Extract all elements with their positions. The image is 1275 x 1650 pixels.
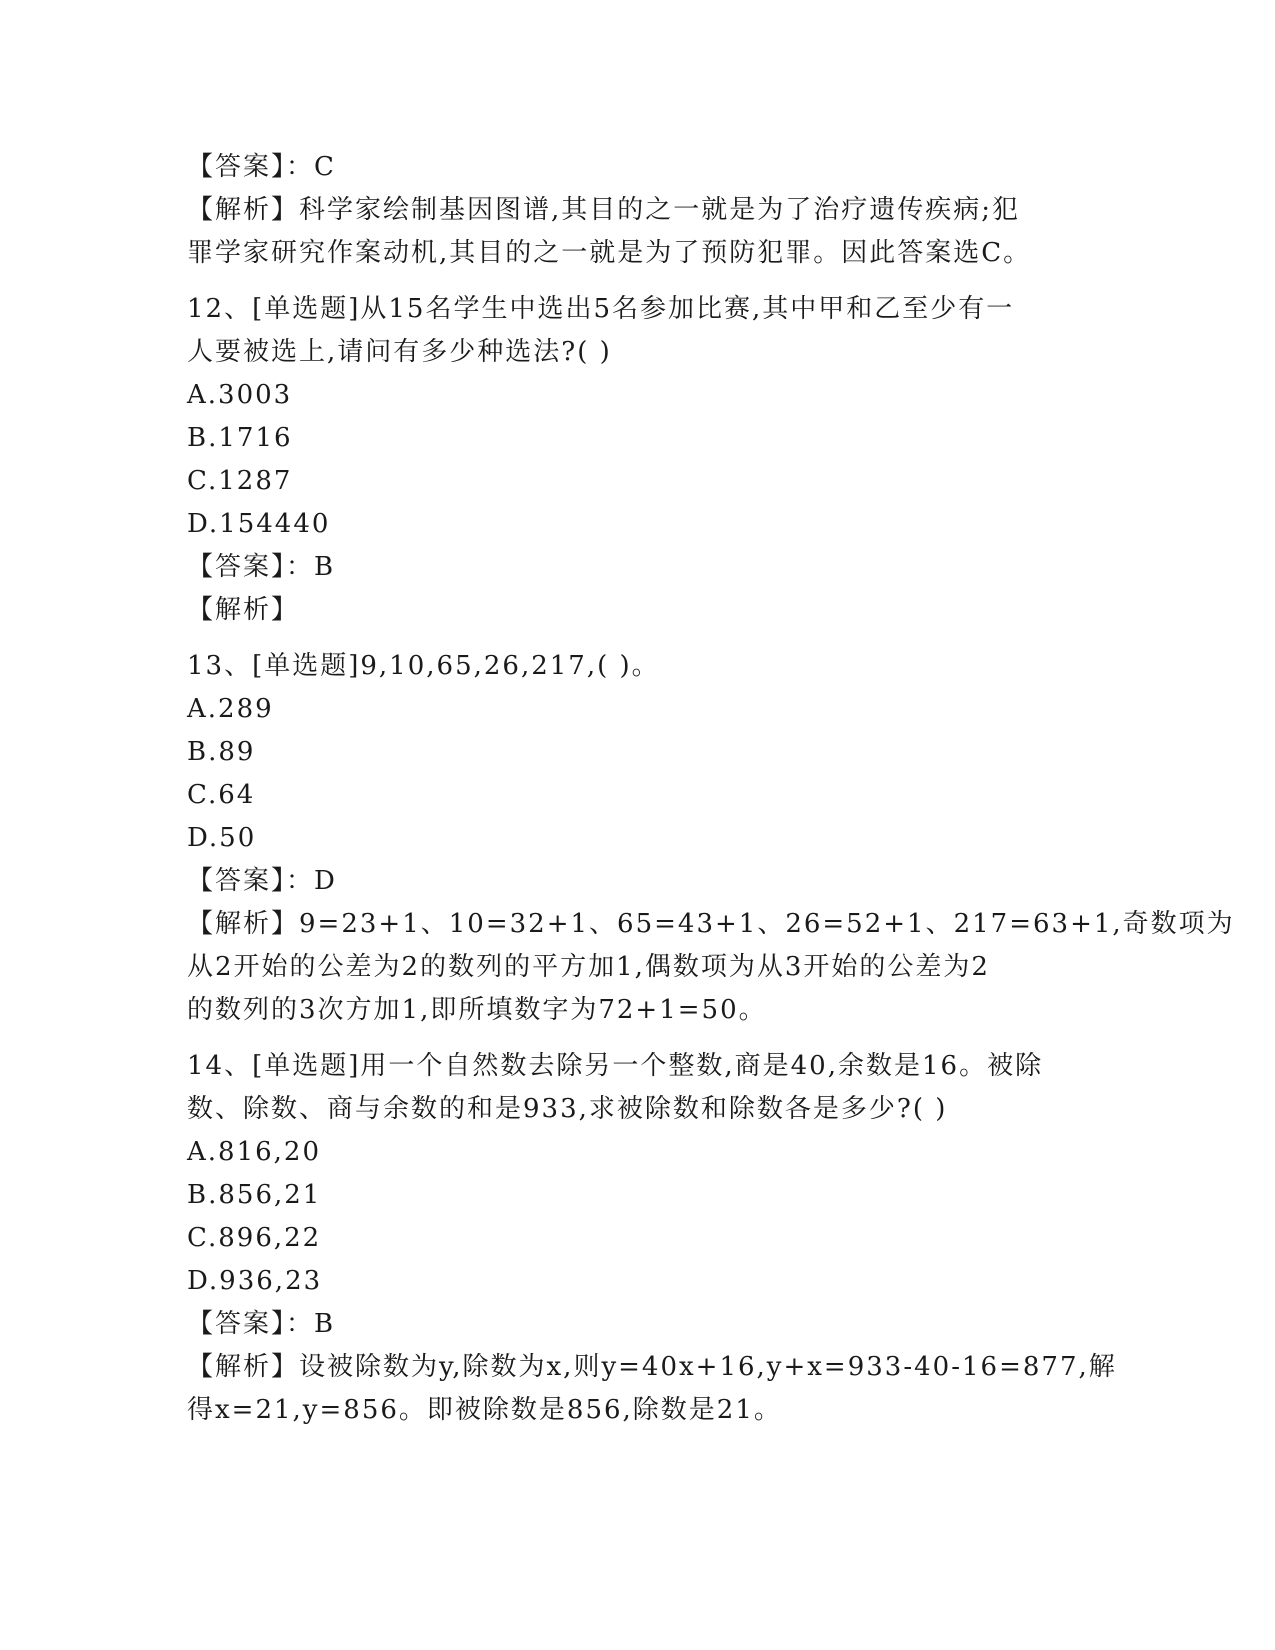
q11-answer-line (187, 146, 1087, 189)
q12-stem-line-2: 人要被选上,请问有多少种选法?( ) (187, 337, 612, 367)
answer-value: C (314, 152, 336, 182)
analysis-text: 科学家绘制基因图谱,其目的之一就是为了治疗遗传疾病;犯 (299, 195, 1021, 225)
answer-label: 【答案】 (187, 866, 287, 896)
q12-answer-line (187, 546, 1087, 589)
q12-option-a: A.3003 (187, 380, 293, 410)
q14-option-b: B.856,21 (187, 1180, 322, 1210)
document-page (187, 146, 1235, 1432)
answer-label: 【答案】 (187, 552, 287, 582)
q13-option-d: D.50 (187, 823, 257, 853)
q14-analysis-line-2: 得x=21,y=856。即被除数是856,除数是21。 (187, 1395, 782, 1425)
q13-option-b: B.89 (187, 737, 256, 767)
q11-analysis-line-1 (187, 189, 1087, 232)
q14-option-c: C.896,22 (187, 1223, 322, 1253)
answer-separator: ： (286, 552, 315, 582)
answer-separator: ： (286, 866, 315, 896)
q14-option-a: A.816,20 (187, 1137, 322, 1167)
q12-stem-line-1: 12、[单选题]从15名学生中选出5名参加比赛,其中甲和乙至少有一 (187, 294, 1015, 324)
q13-option-a: A.289 (187, 694, 274, 724)
analysis-label: 【解析】 (187, 1352, 300, 1382)
q12-analysis-line (187, 589, 1087, 632)
answer-label: 【答案】 (187, 1309, 287, 1339)
q13-answer-line (187, 860, 1087, 903)
answer-separator: ： (286, 152, 315, 182)
q14-stem-line-1: 14、[单选题]用一个自然数去除另一个整数,商是40,余数是16。被除 (187, 1051, 1044, 1081)
q12-option-d: D.154440 (187, 509, 331, 539)
q13-analysis-line-3: 的数列的3次方加1,即所填数字为72+1=50。 (187, 995, 767, 1025)
q13-option-c: C.64 (187, 780, 256, 810)
q14-option-d: D.936,23 (187, 1266, 323, 1296)
answer-separator: ： (286, 1309, 315, 1339)
analysis-label: 【解析】 (187, 909, 300, 939)
analysis-text: 9=23+1、10=32+1、65=43+1、26=52+1、217=63+1,奇数项为 (299, 909, 1235, 939)
answer-label: 【答案】 (187, 152, 287, 182)
analysis-label: 【解析】 (187, 595, 300, 625)
q13-stem-line-1: 13、[单选题]9,10,65,26,217,( )。 (187, 651, 660, 681)
analysis-label: 【解析】 (187, 195, 300, 225)
answer-value: D (314, 866, 337, 896)
q12-option-b: B.1716 (187, 423, 293, 453)
q12-option-c: C.1287 (187, 466, 293, 496)
analysis-text: 罪学家研究作案动机,其目的之一就是为了预防犯罪。因此答案选C。 (187, 238, 1032, 268)
answer-value: B (314, 552, 336, 582)
q14-analysis-line-1 (187, 1346, 1117, 1389)
answer-value: B (314, 1309, 336, 1339)
analysis-text: 设被除数为y,除数为x,则y=40x+16,y+x=933-40-16=877,解 (299, 1352, 1117, 1382)
q13-analysis-line-2: 从2开始的公差为2的数列的平方加1,偶数项为从3开始的公差为2 (187, 952, 990, 982)
q14-stem-line-2: 数、除数、商与余数的和是933,求被除数和除数各是多少?( ) (187, 1094, 948, 1124)
q11-analysis-line-2 (187, 232, 1087, 275)
q13-analysis-line-1 (187, 903, 1235, 946)
q14-answer-line (187, 1303, 1087, 1346)
